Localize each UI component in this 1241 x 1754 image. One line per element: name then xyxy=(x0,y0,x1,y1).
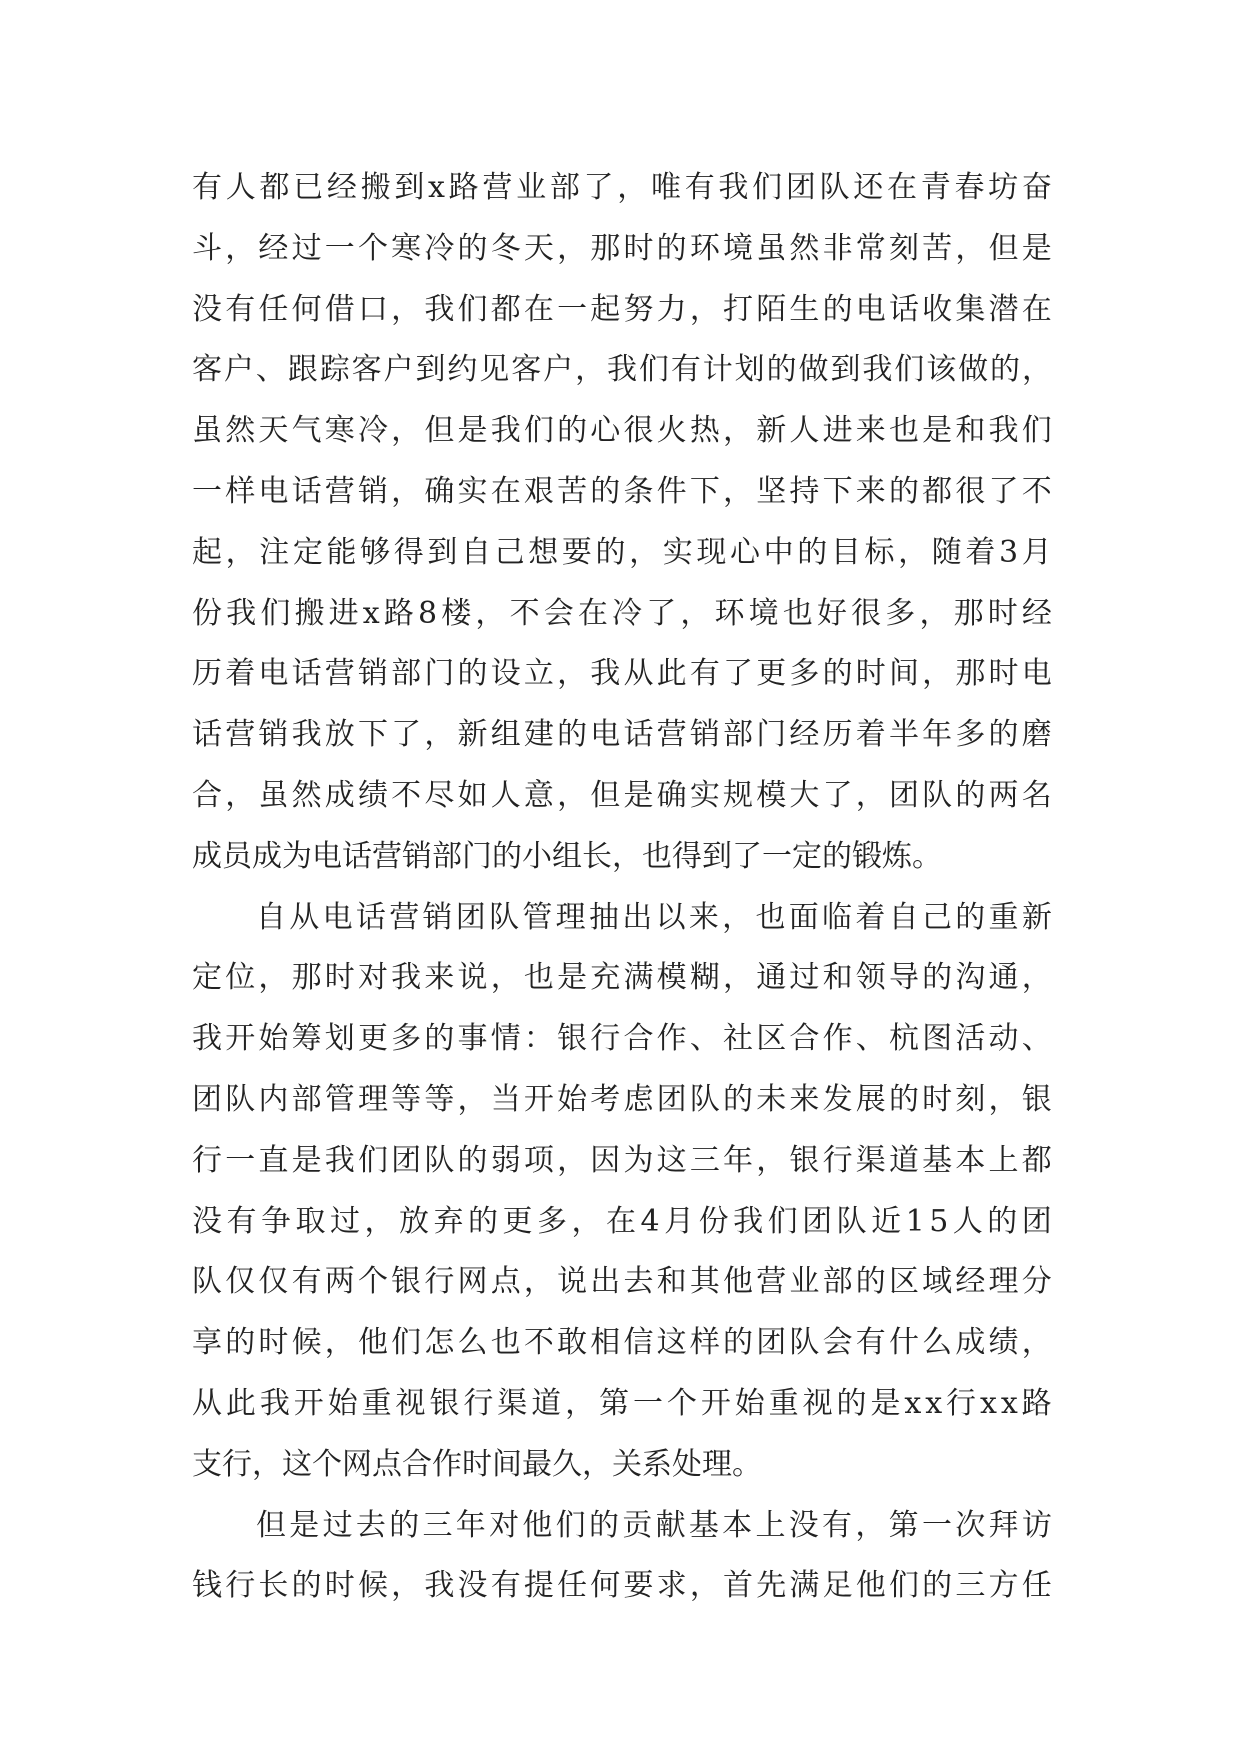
paragraph-first-line: 自 从 电 话 营 销 团 队 管 理 抽 出 以 来 ， 也 面 临 着 自 己 的 重 新 xyxy=(256,899,1052,935)
text-line: 合 ， 虽 然 成 绩 不 尽 如 人 意 ， 但 是 确 实 规 模 大 了 ， 团 队 的 两 名 xyxy=(192,777,1052,813)
text-line: 没 有 争 取 过 ， 放 弃 的 更 多 ， 在 4 月 份 我 们 团 队 近 1 5 人 的 团 xyxy=(192,1203,1052,1239)
text-line: 客 户 、 跟 踪 客 户 到 约 见 客 户 ， 我 们 有 计 划 的 做 到 我 们 该 做 的 ， xyxy=(192,352,1052,388)
text-line: 享 的 时 候 ， 他 们 怎 么 也 不 敢 相 信 这 样 的 团 队 会 有 什 么 成 绩 ， xyxy=(192,1325,1052,1361)
text-line: 话 营 销 我 放 下 了 ， 新 组 建 的 电 话 营 销 部 门 经 历 着 半 年 多 的 磨 xyxy=(192,717,1052,753)
paragraph-first-line: 但 是 过 去 的 三 年 对 他 们 的 贡 献 基 本 上 没 有 ， 第 一 次 拜 访 xyxy=(256,1507,1052,1543)
text-line: 起 ， 注 定 能 够 得 到 自 己 想 要 的 ， 实 现 心 中 的 目 标 ， 随 着 3 月 xyxy=(192,534,1052,570)
text-line: 虽 然 天 气 寒 冷 ， 但 是 我 们 的 心 很 火 热 ， 新 人 进 来 也 是 和 我 们 xyxy=(192,413,1052,449)
text-line: 支行，这个网点合作时间最久，关系处理。 xyxy=(192,1446,762,1482)
text-line: 有 人 都 已 经 搬 到 x 路 营 业 部 了 ， 唯 有 我 们 团 队 还 在 青 春 坊 奋 xyxy=(192,170,1052,205)
text-line: 我 开 始 筹 划 更 多 的 事 情 ： 银 行 合 作 、 社 区 合 作 、 杭 图 活 动 、 xyxy=(192,1021,1052,1057)
body-text xyxy=(192,158,1052,1617)
text-line: 队 仅 仅 有 两 个 银 行 网 点 ， 说 出 去 和 其 他 营 业 部 的 区 域 经 理 分 xyxy=(192,1264,1052,1300)
text-line: 成员成为电话营销部门的小组长，也得到了一定的锻炼。 xyxy=(192,838,942,874)
text-line: 份 我 们 搬 进 x 路 8 楼 ， 不 会 在 冷 了 ， 环 境 也 好 很 多 ， 那 时 经 xyxy=(192,595,1052,631)
text-line: 钱 行 长 的 时 候 ， 我 没 有 提 任 何 要 求 ， 首 先 满 足 他 们 的 三 方 任 xyxy=(192,1568,1052,1604)
text-line: 没 有 任 何 借 口 ， 我 们 都 在 一 起 努 力 ， 打 陌 生 的 电 话 收 集 潜 在 xyxy=(192,291,1052,327)
text-line: 定 位 ， 那 时 对 我 来 说 ， 也 是 充 满 模 糊 ， 通 过 和 领 导 的 沟 通 ， xyxy=(192,960,1052,996)
text-line: 从 此 我 开 始 重 视 银 行 渠 道 ， 第 一 个 开 始 重 视 的 是 x x 行 x x 路 xyxy=(192,1385,1052,1421)
text-line: 斗 ， 经 过 一 个 寒 冷 的 冬 天 ， 那 时 的 环 境 虽 然 非 常 刻 苦 ， 但 是 xyxy=(192,230,1052,266)
text-line: 团 队 内 部 管 理 等 等 ， 当 开 始 考 虑 团 队 的 未 来 发 展 的 时 刻 ， 银 xyxy=(192,1081,1052,1117)
text-line: 历 着 电 话 营 销 部 门 的 设 立 ， 我 从 此 有 了 更 多 的 时 间 ， 那 时 电 xyxy=(192,656,1052,692)
text-line: 行 一 直 是 我 们 团 队 的 弱 项 ， 因 为 这 三 年 ， 银 行 渠 道 基 本 上 都 xyxy=(192,1142,1052,1178)
text-line: 一 样 电 话 营 销 ， 确 实 在 艰 苦 的 条 件 下 ， 坚 持 下 来 的 都 很 了 不 xyxy=(192,473,1052,509)
